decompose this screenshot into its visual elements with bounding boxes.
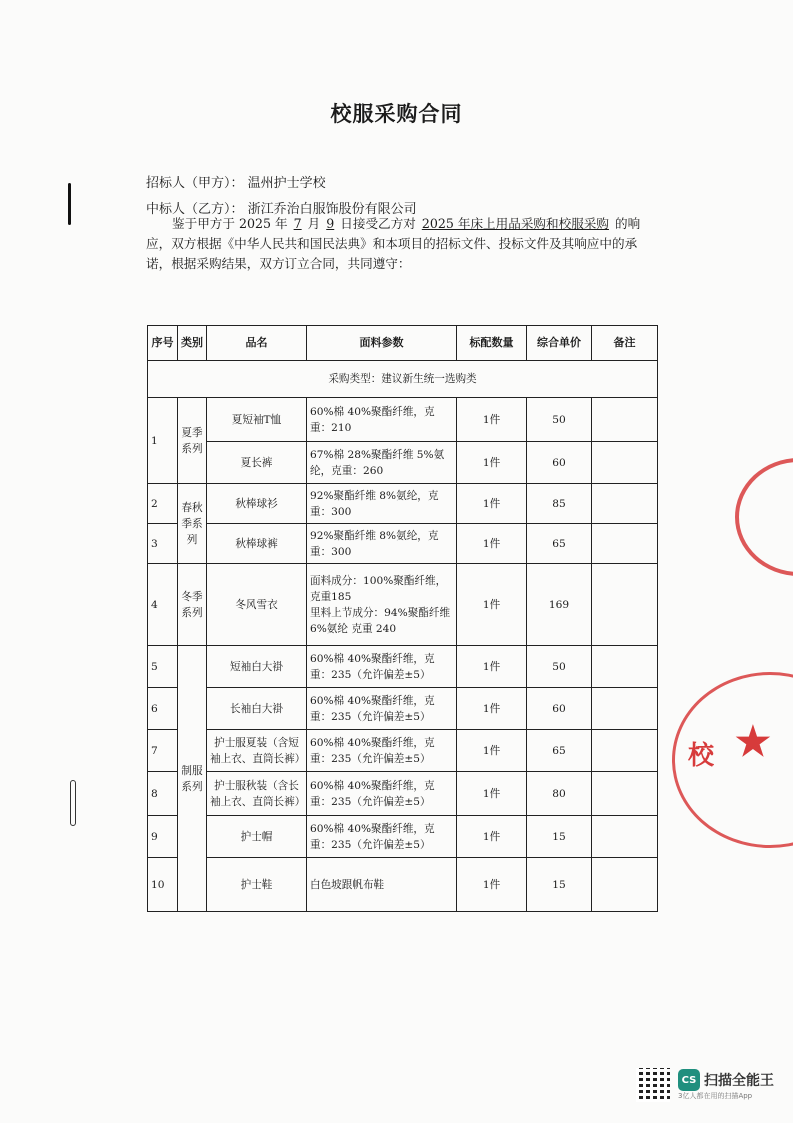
row-name: 护士服秋装（含长袖上衣、直筒长裤）	[207, 772, 307, 816]
table-row	[148, 442, 658, 484]
row-note	[592, 688, 658, 730]
intro-text-4: 的响应，双方根据《中华人民共和国民法典》和本项目的招标文件、投标文件及其响应中的承诺，根据采购结果，双方订立合同，共同遵守：	[146, 216, 641, 271]
watermark-title: 扫描全能王	[704, 1073, 774, 1089]
row-qty: 1件	[457, 858, 527, 912]
row-no: 3	[148, 524, 178, 564]
table-row	[148, 688, 658, 730]
row-qty: 1件	[457, 398, 527, 442]
row-fabric: 67%棉 28%聚酯纤维 5%氨纶，克重：260	[307, 442, 457, 484]
row-name: 夏长裤	[207, 442, 307, 484]
table-row	[148, 646, 658, 688]
row-qty: 1件	[457, 816, 527, 858]
header-category: 类别	[178, 326, 207, 361]
row-name: 冬风雪衣	[207, 564, 307, 646]
header-name: 品名	[207, 326, 307, 361]
row-no: 6	[148, 688, 178, 730]
group-winter: 冬季系列	[178, 564, 207, 646]
row-note	[592, 772, 658, 816]
row-no: 10	[148, 858, 178, 912]
row-name: 护士帽	[207, 816, 307, 858]
row-fabric-lining: 里料上节成分：94%聚酯纤维 6%氨纶 克重 240	[310, 606, 451, 635]
watermark-subtitle: 3亿人都在用的扫描App	[678, 1092, 753, 1100]
party-a-value: 温州护士学校	[247, 176, 326, 191]
header-note: 备注	[592, 326, 658, 361]
table-row	[148, 484, 658, 524]
group-uniform: 制服系列	[178, 646, 207, 912]
header-no: 序号	[148, 326, 178, 361]
row-qty: 1件	[457, 730, 527, 772]
row-no: 7	[148, 730, 178, 772]
row-no: 1	[148, 398, 178, 484]
row-price: 80	[527, 772, 592, 816]
row-name: 秋棒球衫	[207, 484, 307, 524]
row-fabric	[307, 564, 457, 646]
row-price: 50	[527, 398, 592, 442]
row-note	[592, 484, 658, 524]
row-price: 65	[527, 730, 592, 772]
row-qty: 1件	[457, 688, 527, 730]
party-a-line	[146, 172, 326, 191]
row-note	[592, 858, 658, 912]
table-row	[148, 730, 658, 772]
row-qty: 1件	[457, 646, 527, 688]
row-price: 15	[527, 816, 592, 858]
row-fabric-outer: 面料成分：100%聚酯纤维，克重185	[310, 574, 447, 603]
row-no: 8	[148, 772, 178, 816]
row-qty: 1件	[457, 772, 527, 816]
table-row	[148, 858, 658, 912]
procurement-table	[147, 325, 658, 912]
intro-text-1: 鉴于甲方于 2025 年	[172, 216, 288, 231]
row-fabric: 92%聚酯纤维 8%氨纶，克重：300	[307, 524, 457, 564]
row-fabric: 60%棉 40%聚酯纤维，克重：235（允许偏差±5）	[307, 816, 457, 858]
intro-text-2: 月	[307, 216, 321, 231]
row-price: 65	[527, 524, 592, 564]
row-qty: 1件	[457, 564, 527, 646]
document-title: 校服采购合同	[330, 101, 463, 126]
table-row	[148, 564, 658, 646]
seal-star-icon: ★	[735, 718, 771, 765]
party-a-label: 招标人（甲方）：	[146, 176, 244, 191]
intro-text-3: 日接受乙方对	[340, 216, 416, 231]
row-note	[592, 524, 658, 564]
row-fabric: 60%棉 40%聚酯纤维，克重：210	[307, 398, 457, 442]
row-qty: 1件	[457, 484, 527, 524]
header-fabric: 面料参数	[307, 326, 457, 361]
table-row	[148, 524, 658, 564]
row-fabric: 60%棉 40%聚酯纤维，克重：235（允许偏差±5）	[307, 772, 457, 816]
row-fabric: 60%棉 40%聚酯纤维，克重：235（允许偏差±5）	[307, 646, 457, 688]
intro-day: 9	[326, 216, 335, 231]
row-note	[592, 816, 658, 858]
row-note	[592, 398, 658, 442]
row-name: 短袖白大褂	[207, 646, 307, 688]
row-fabric: 92%聚酯纤维 8%氨纶，克重：300	[307, 484, 457, 524]
paper-clip-mark	[70, 780, 76, 826]
row-note	[592, 646, 658, 688]
row-no: 9	[148, 816, 178, 858]
row-fabric: 60%棉 40%聚酯纤维，克重：235（允许偏差±5）	[307, 688, 457, 730]
row-price: 50	[527, 646, 592, 688]
row-name: 秋棒球裤	[207, 524, 307, 564]
row-price: 15	[527, 858, 592, 912]
row-price: 85	[527, 484, 592, 524]
intro-month: 7	[293, 216, 302, 231]
scanner-watermark	[636, 1068, 774, 1102]
party-b-label: 中标人（乙方）：	[146, 202, 244, 217]
camscanner-logo-icon: CS	[678, 1069, 700, 1091]
row-price: 169	[527, 564, 592, 646]
header-qty: 标配数量	[457, 326, 527, 361]
section-label: 采购类型：建议新生统一选购类	[148, 361, 658, 398]
row-fabric: 白色坡跟帆布鞋	[307, 858, 457, 912]
header-price: 综合单价	[527, 326, 592, 361]
row-qty: 1件	[457, 442, 527, 484]
group-spring-autumn: 春秋季系列	[178, 484, 207, 564]
table-row	[148, 816, 658, 858]
table-row	[148, 398, 658, 442]
row-note	[592, 564, 658, 646]
table-header-row	[148, 326, 658, 361]
row-fabric: 60%棉 40%聚酯纤维，克重：235（允许偏差±5）	[307, 730, 457, 772]
red-seal-partial	[735, 458, 793, 576]
scan-mark	[68, 183, 71, 225]
row-no: 5	[148, 646, 178, 688]
qr-code-icon	[636, 1068, 670, 1102]
row-qty: 1件	[457, 524, 527, 564]
row-name: 护士鞋	[207, 858, 307, 912]
row-no: 4	[148, 564, 178, 646]
table-row	[148, 772, 658, 816]
row-note	[592, 730, 658, 772]
row-name: 护士服夏装（含短袖上衣、直筒长裤）	[207, 730, 307, 772]
party-b-value: 浙江乔治白服饰股份有限公司	[247, 202, 417, 217]
row-name: 夏短袖T恤	[207, 398, 307, 442]
row-price: 60	[527, 442, 592, 484]
intro-project: 2025 年床上用品采购和校服采购	[421, 216, 609, 231]
seal-char: 校	[688, 741, 715, 771]
group-summer: 夏季系列	[178, 398, 207, 484]
row-note	[592, 442, 658, 484]
row-price: 60	[527, 688, 592, 730]
row-no: 2	[148, 484, 178, 524]
section-row	[148, 361, 658, 398]
row-name: 长袖白大褂	[207, 688, 307, 730]
intro-paragraph	[146, 214, 658, 274]
